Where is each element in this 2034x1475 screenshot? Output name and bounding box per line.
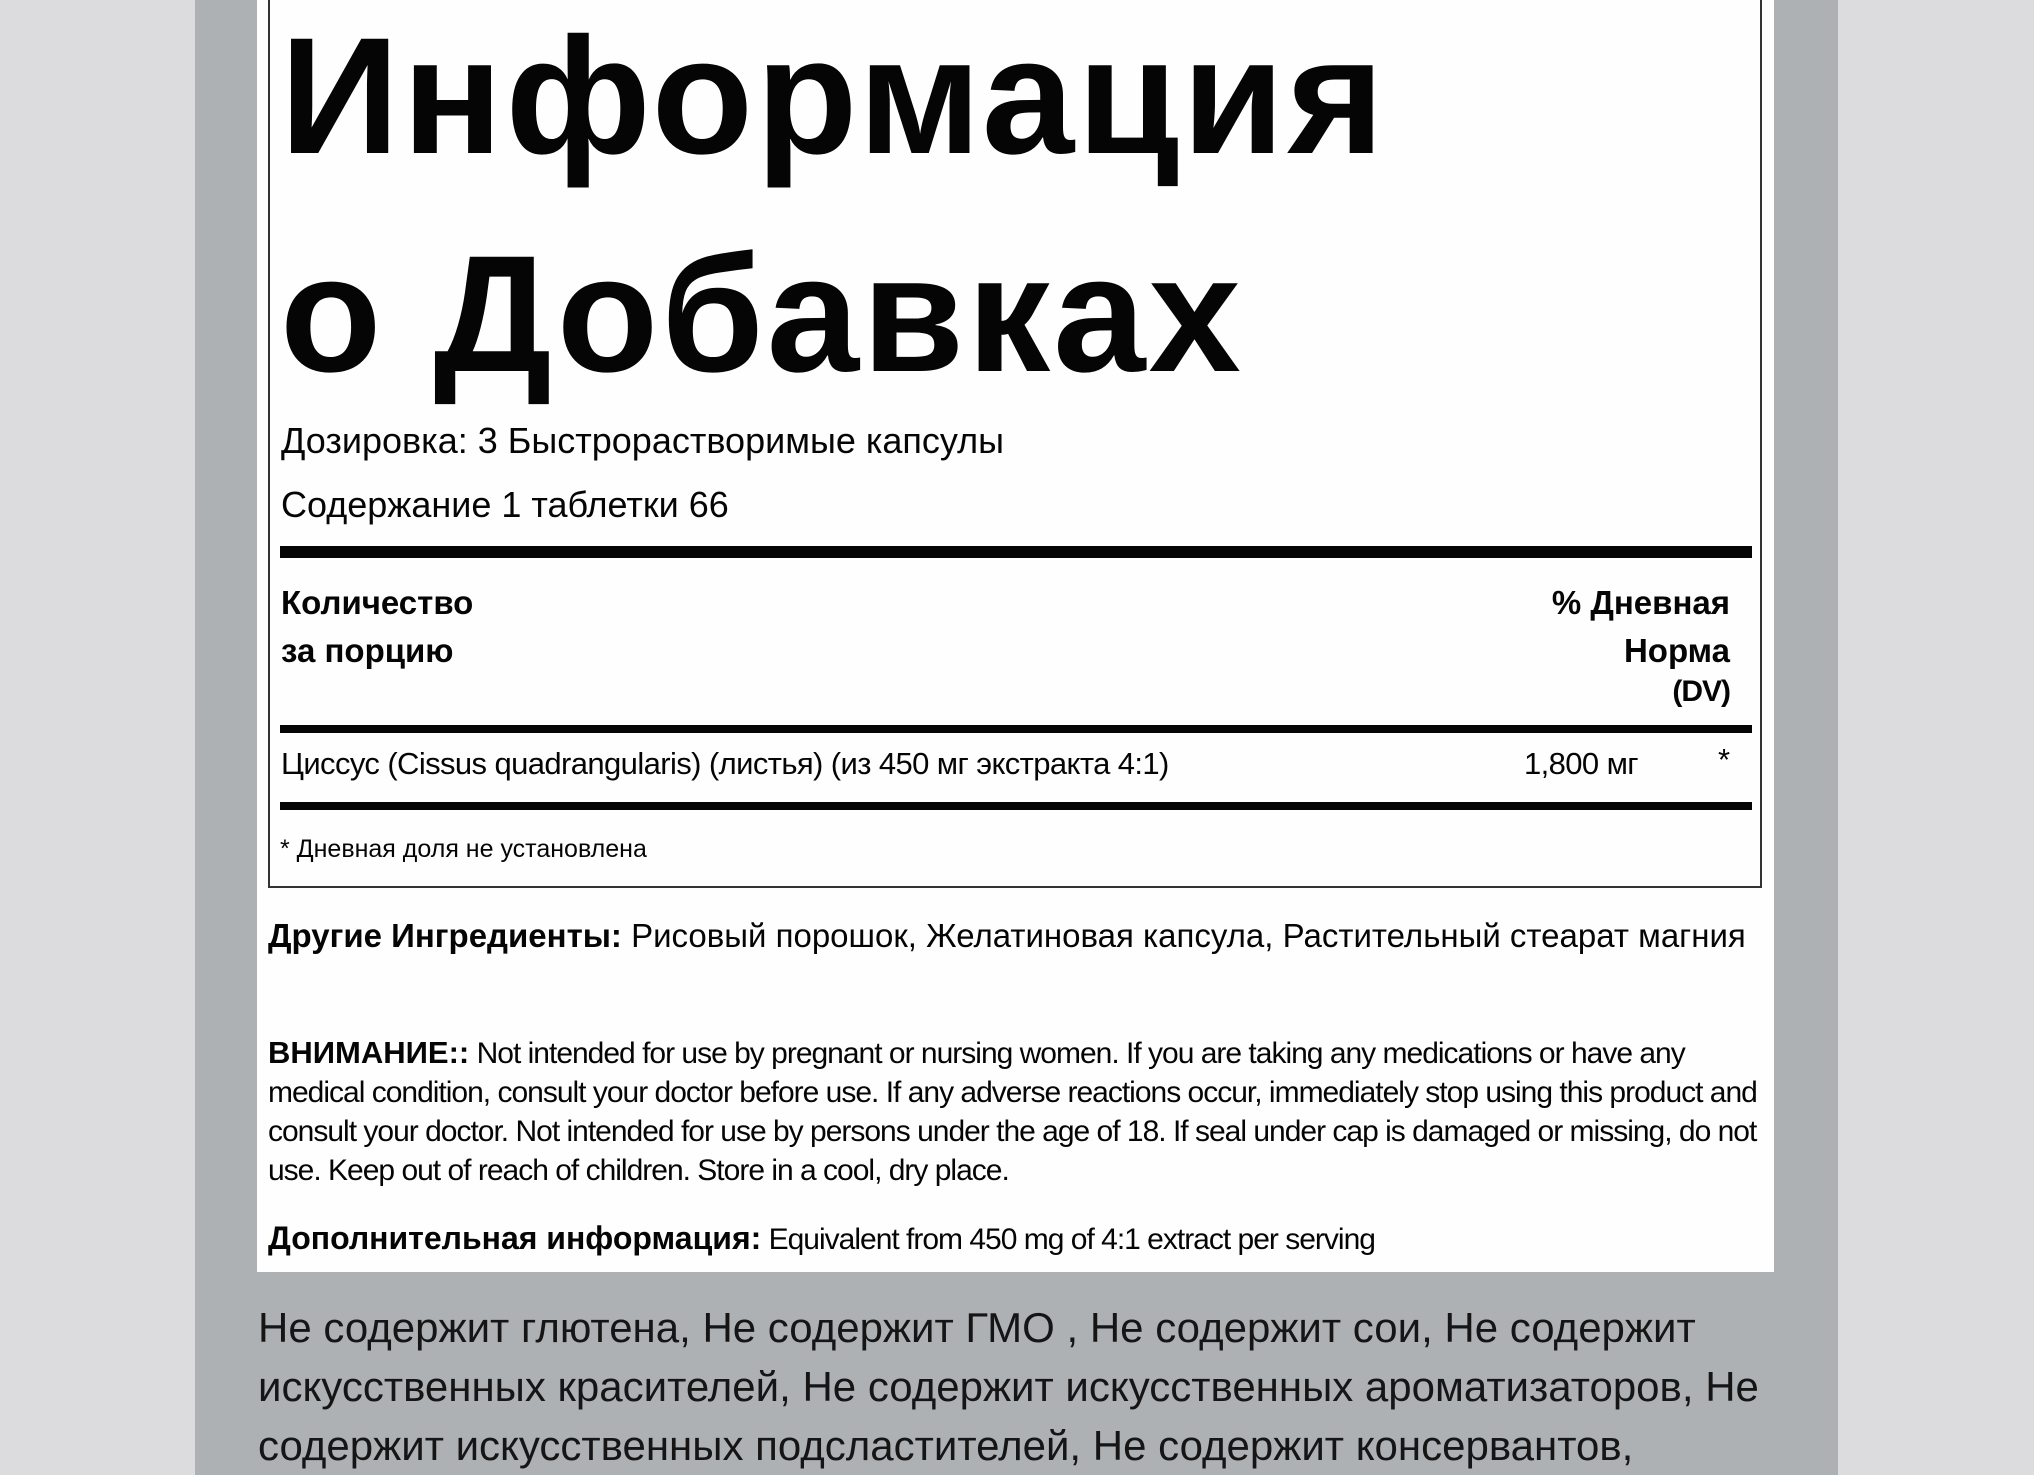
thick-divider xyxy=(280,546,1752,558)
serving-size: Дозировка: 3 Быстрорастворимые капсулы xyxy=(281,420,1005,461)
amount-per-serving-header: Количество за порцию xyxy=(281,584,474,669)
divider xyxy=(280,725,1752,733)
additional-info xyxy=(268,1219,1768,1259)
additional-info-text: Equivalent from 450 mg of 4:1 extract per serving xyxy=(768,1223,1375,1256)
supplement-facts-title: Информация о Добавках xyxy=(280,4,1388,407)
daily-value-header-2: Норма xyxy=(1623,632,1730,669)
ingredient-name: Циссус (Cissus quadrangularis) (листья) (из 450 мг экстракта 4:1) xyxy=(281,746,1169,781)
other-ingredients-text: Рисовый порошок, Желатиновая капсула, Растительный стеарат магния xyxy=(631,917,1746,954)
other-ingredients-label: Другие Ингредиенты: xyxy=(268,917,622,954)
ingredient-amount: 1,800 мг xyxy=(1524,746,1639,781)
additional-info-label: Дополнительная информация: xyxy=(268,1220,762,1256)
free-from-statement: Не содержит глютена, Не содержит ГМО , Не содержит сои, Не содержит искусственных красителей, Не содержит искусственных ароматизаторов, Не содержит искусственных подсластителей, Не содержит консервантов, xyxy=(258,1304,1759,1469)
divider xyxy=(280,802,1752,810)
footnote: * Дневная доля не установлена xyxy=(280,835,647,863)
daily-value-header-1: % Дневная xyxy=(1551,584,1730,621)
daily-value-header-3: (DV) xyxy=(1672,675,1730,708)
warning-text: Not intended for use by pregnant or nursing women. If you are taking any medications or have any medical condition, consult your doctor before use. If any adverse reactions occur, immediately stop using this product and consult your doctor. Not intended for use by persons under the age of 18. If seal under cap is damaged or missing, do not use. Keep out of reach of children. Store in a cool, dry place. xyxy=(268,1037,1757,1187)
other-ingredients xyxy=(268,912,1768,960)
servings-per-container: Содержание 1 таблетки 66 xyxy=(281,484,729,525)
ingredient-dv: * xyxy=(1718,742,1730,777)
warning xyxy=(268,1033,1768,1190)
warning-label: ВНИМАНИЕ:: xyxy=(268,1035,470,1070)
